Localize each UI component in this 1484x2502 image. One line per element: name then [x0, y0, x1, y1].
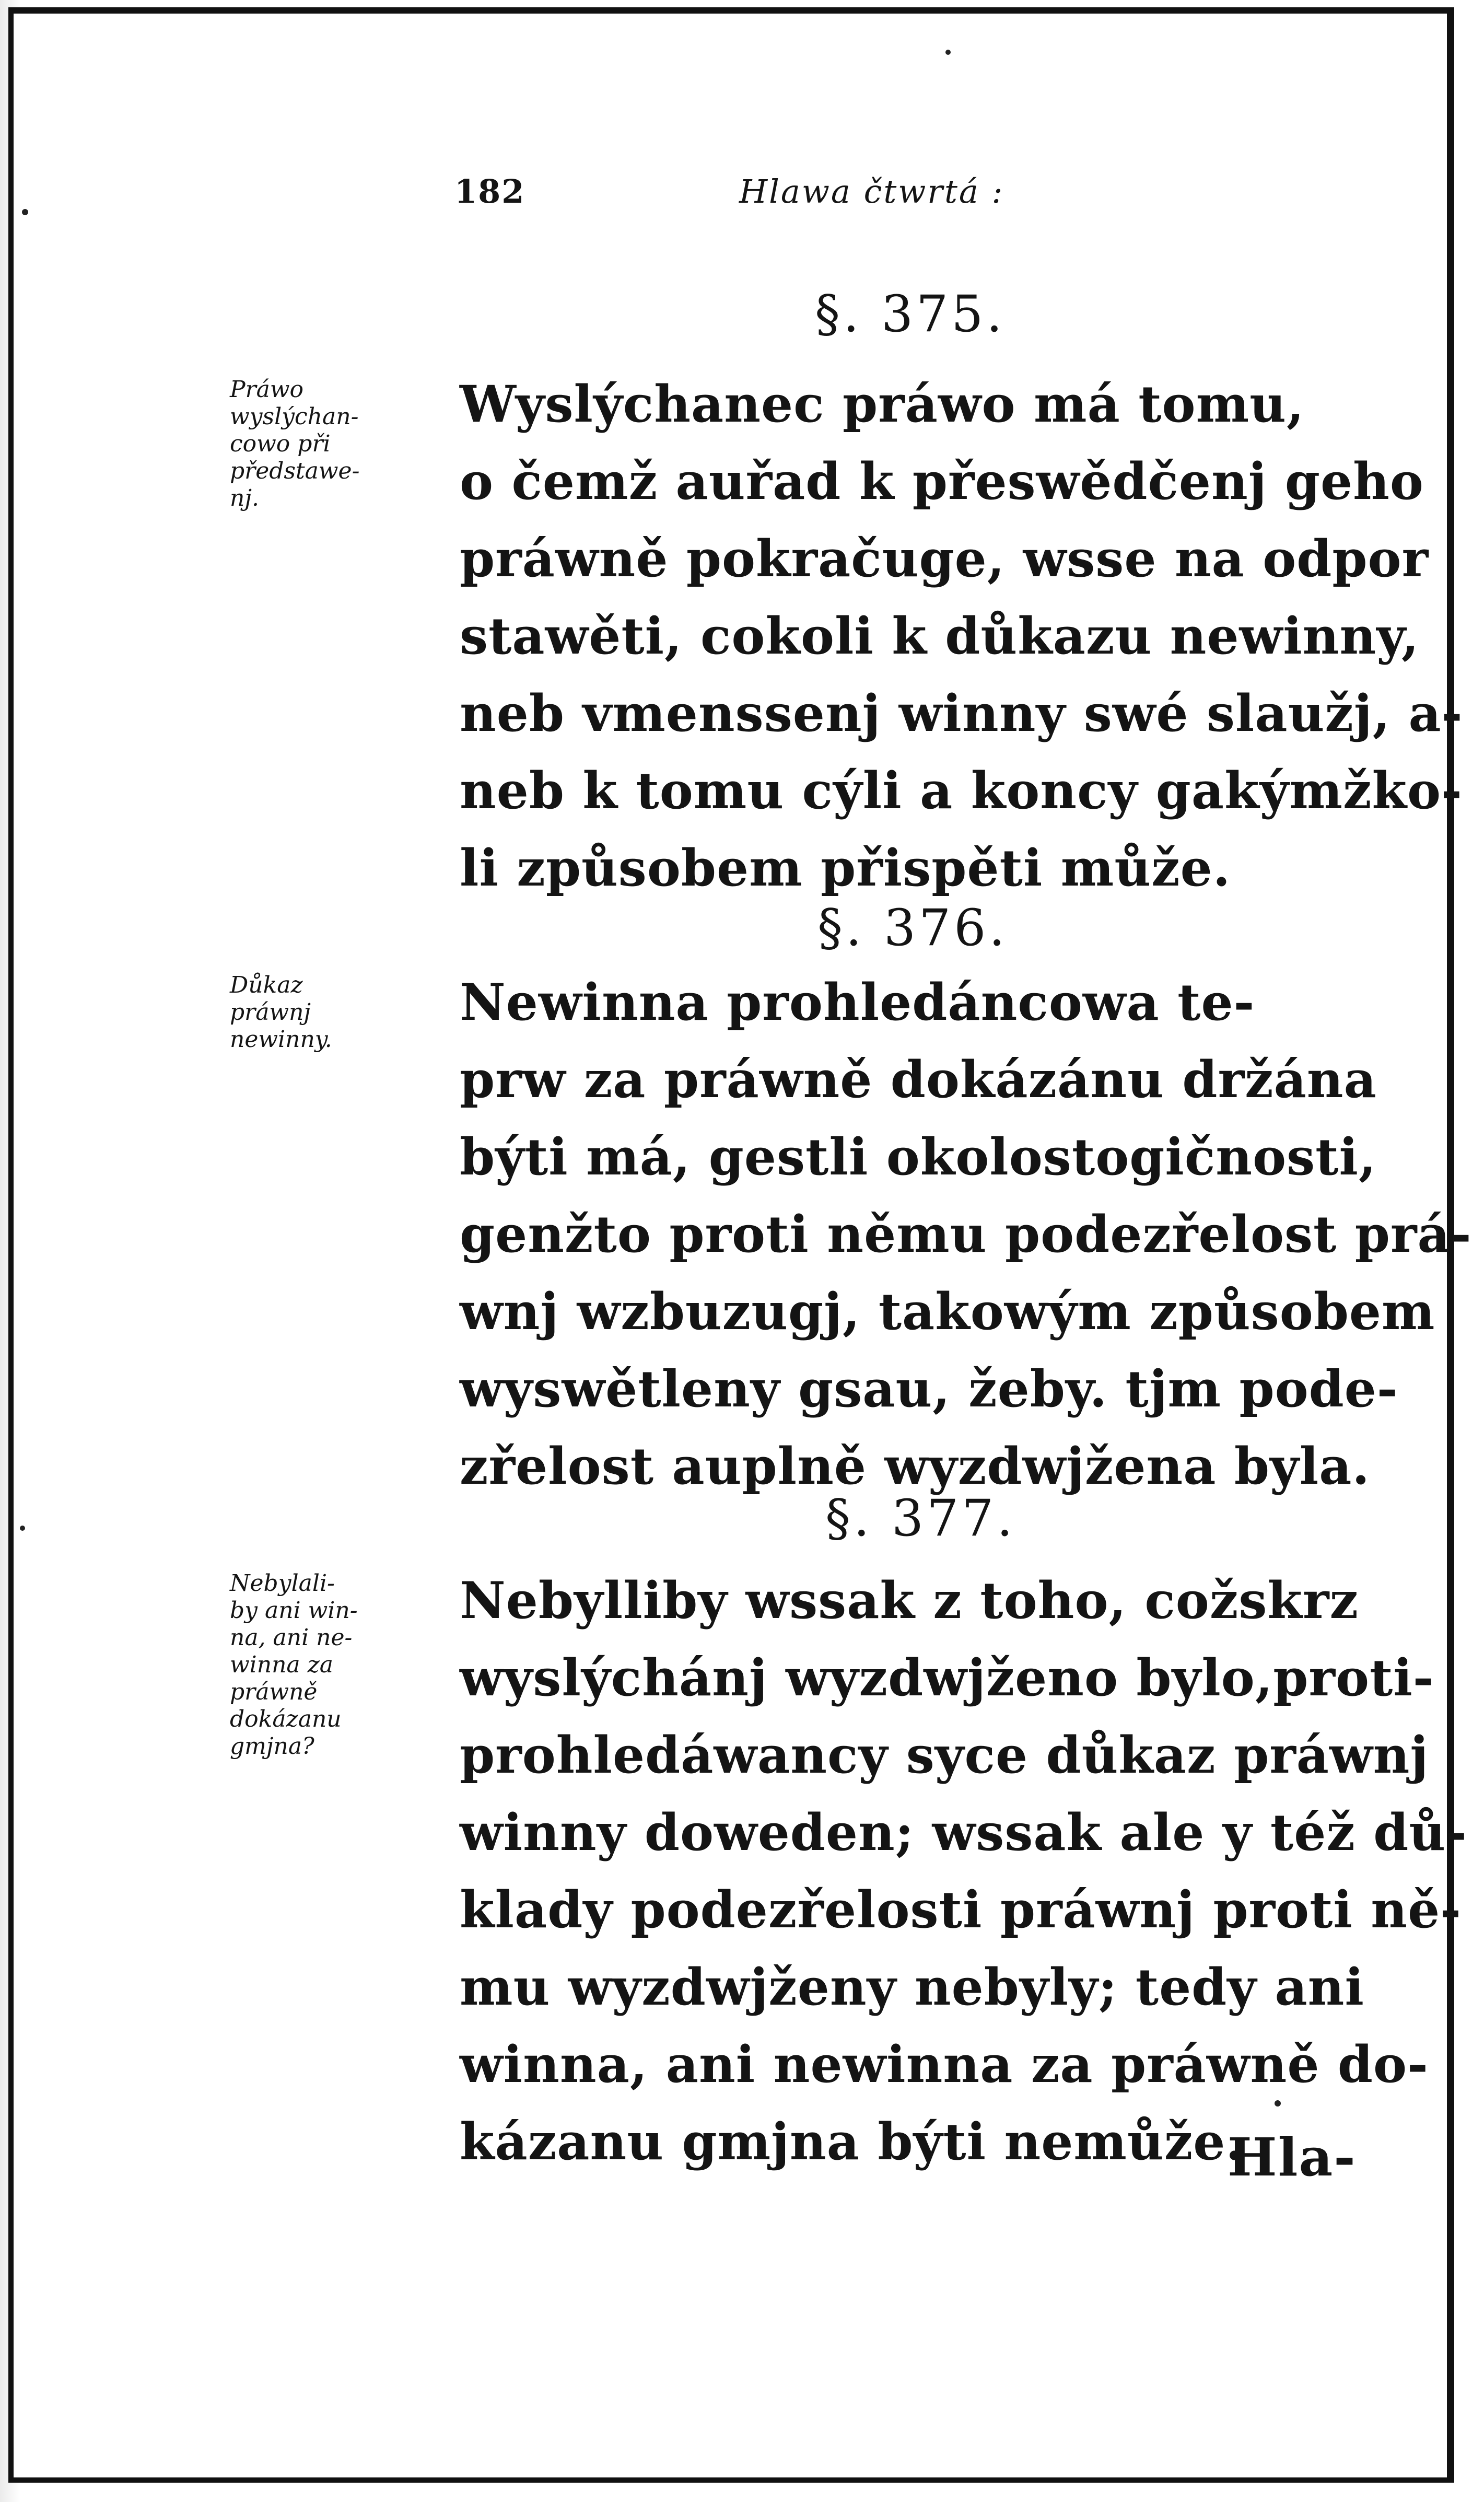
text-line: prohledáwancy syce důkaz práwnj: [460, 1726, 1429, 1785]
margin-note-line: Důkaz: [230, 972, 303, 998]
margin-note-line: nj.: [230, 485, 259, 511]
margin-note-line: newinny.: [230, 1026, 332, 1053]
text-line: neb k tomu cýli a koncy gakýmžko-: [460, 761, 1463, 820]
text-line: mu wyzdwjženy nebyly; tedy ani: [460, 1958, 1364, 2017]
running-title: Hlawa čtwrtá :: [739, 172, 1004, 211]
text-line: býti má, gestli okolostogičnosti,: [460, 1127, 1377, 1186]
margin-note-line: Práwo: [230, 376, 304, 403]
text-line: li způsobem přispěti může.: [460, 839, 1231, 898]
text-line: wyswětleny gsau, žeby. tjm pode-: [460, 1359, 1398, 1418]
text-line: genžto proti němu podezřelost prá-: [460, 1205, 1472, 1264]
page-number: 182: [454, 172, 525, 211]
text-line: klady podezřelosti práwnj proti ně-: [460, 1880, 1462, 1939]
text-line: wnj wzbuzugj, takowým způsobem: [460, 1282, 1435, 1341]
text-line: Newinna prohledáncowa te-: [460, 973, 1255, 1032]
margin-note-line: práwnj: [230, 999, 311, 1026]
text-line: o čemž auřad k přeswědčenj geho: [460, 452, 1424, 511]
paragraph-377: [460, 1562, 1468, 2181]
text-line: práwně pokračuge, wsse na odpor: [460, 529, 1429, 588]
margin-note-376: [230, 972, 428, 1053]
section-number-376: §. 376.: [817, 899, 1008, 957]
text-line: winna, ani newinna za práwně do-: [460, 2035, 1429, 2094]
text-line: wyslýchánj wyzdwjženo bylo,proti-: [460, 1648, 1434, 1707]
scan-speck: [945, 50, 951, 55]
scan-speck: [22, 209, 28, 215]
margin-note-line: Nebylali-: [230, 1570, 335, 1597]
catchword: Hla-: [1228, 2126, 1357, 2188]
scan-speck: [1275, 2100, 1281, 2107]
text-line: zřelost auplně wyzdwjžena byla.: [460, 1437, 1370, 1496]
scan-speck: [20, 1526, 25, 1531]
text-line: Wyslýchanec práwo má tomu,: [460, 375, 1305, 434]
margin-note-line: práwně: [230, 1679, 318, 1705]
margin-note-line: předstawe-: [230, 458, 360, 484]
section-number-377: §. 377.: [825, 1489, 1016, 1547]
margin-note-line: dokázanu: [230, 1706, 342, 1732]
paragraph-375: [460, 366, 1463, 907]
text-line: kázanu gmjna býti nemůže.: [460, 2112, 1244, 2171]
margin-note-line: wyslýchan-: [230, 403, 359, 430]
section-number-375: §. 375.: [815, 285, 1006, 343]
text-line: stawěti, cokoli k důkazu newinny,: [460, 607, 1420, 666]
margin-note-line: gmjna?: [230, 1733, 314, 1760]
text-line: neb vmenssenj winny swé slaužj, a-: [460, 684, 1463, 743]
margin-note-375: [230, 376, 428, 512]
margin-note-line: winna za: [230, 1651, 334, 1678]
margin-note-377: [230, 1570, 428, 1760]
paragraph-376: [460, 964, 1472, 1505]
text-line: Nebylliby wssak z toho, cožskrz: [460, 1571, 1359, 1630]
margin-note-line: na, ani ne-: [230, 1624, 353, 1651]
margin-note-line: cowo při: [230, 430, 331, 457]
text-line: winny doweden; wssak ale y též dů-: [460, 1803, 1468, 1862]
text-line: prw za práwně dokázánu držána: [460, 1050, 1377, 1109]
margin-note-line: by ani win-: [230, 1597, 358, 1624]
running-head: [0, 172, 1484, 230]
